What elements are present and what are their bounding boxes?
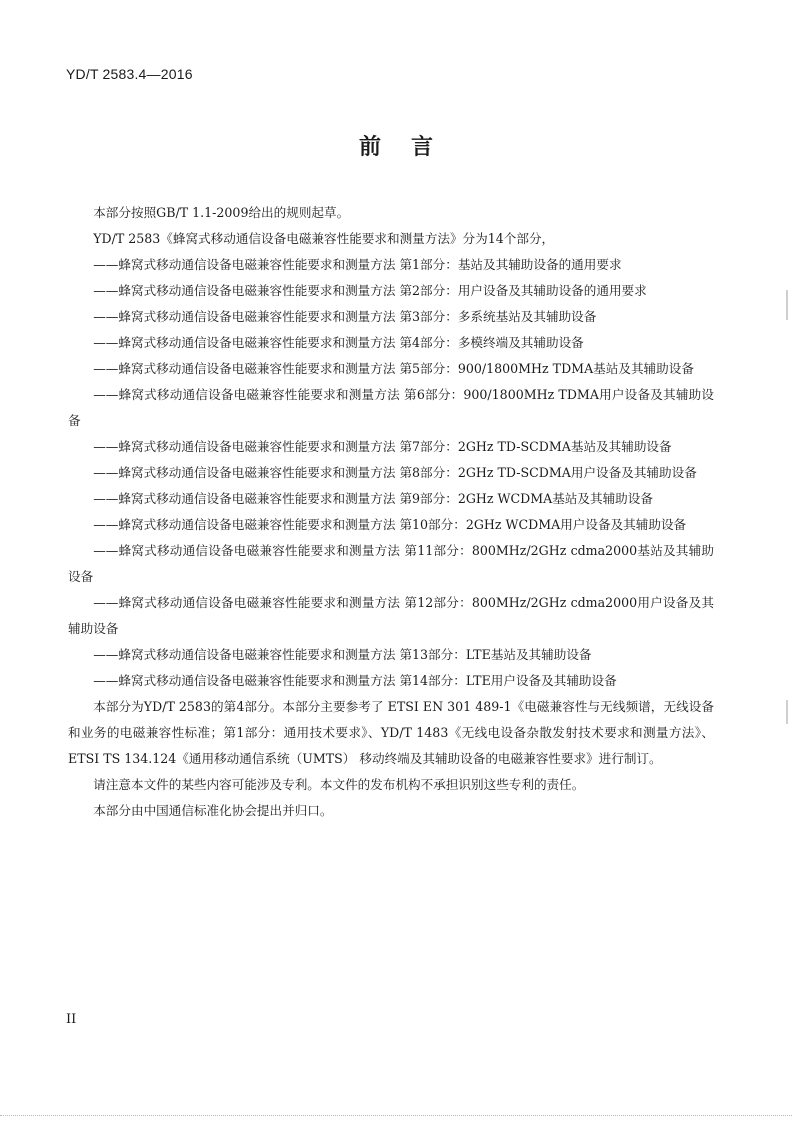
list-item-part-9: ——蜂窝式移动通信设备电磁兼容性能要求和测量方法 第9部分：2GHz WCDMA基站及其辅助设备 [93,491,653,506]
page-title: 前言 [358,135,463,160]
list-item-part-5: ——蜂窝式移动通信设备电磁兼容性能要求和测量方法 第5部分：900/1800MHz TDMA基站及其辅助设备 [93,361,694,376]
list-item-part-13: ——蜂窝式移动通信设备电磁兼容性能要求和测量方法 第13部分：LTE基站及其辅助设备 [93,647,592,662]
list-item-part-14: ——蜂窝式移动通信设备电磁兼容性能要求和测量方法 第14部分：LTE用户设备及其辅助设备 [93,673,617,688]
standard-code: YD/T 2583.4—2016 [66,66,193,82]
list-item-part-7: ——蜂窝式移动通信设备电磁兼容性能要求和测量方法 第7部分：2GHz TD-SCDMA基站及其辅助设备 [93,439,672,454]
scan-edge-mark [786,290,788,320]
list-item-part-2: ——蜂窝式移动通信设备电磁兼容性能要求和测量方法 第2部分：用户设备及其辅助设备的通用要求 [93,283,647,298]
page-bottom-rule [0,1115,792,1116]
list-item-part-3: ——蜂窝式移动通信设备电磁兼容性能要求和测量方法 第3部分：多系统基站及其辅助设备 [93,309,597,324]
paragraph-references: 本部分为YD/T 2583的第4部分。本部分主要参考了 ETSI EN 301 489-1《电磁兼容性与无线频谱，无线设备和业务的电磁兼容性标准；第1部分：通用技术要求》、YD/T 1483《无线电设备杂散发射技术要求和测量方法》、ETSI TS 134.124《通用移动通信系统（UMTS） 移动终端及其辅助设备的电磁兼容性要求》进行制订。 [68,699,714,766]
page-number: II [66,1012,77,1027]
scan-edge-mark [786,700,788,724]
list-item-part-11: ——蜂窝式移动通信设备电磁兼容性能要求和测量方法 第11部分：800MHz/2GHz cdma2000基站及其辅助设备 [68,543,714,584]
list-item-part-6: ——蜂窝式移动通信设备电磁兼容性能要求和测量方法 第6部分：900/1800MHz TDMA用户设备及其辅助设备 [68,387,714,428]
paragraph-series-intro: YD/T 2583《蜂窝式移动通信设备电磁兼容性能要求和测量方法》分为14个部分， [93,231,555,246]
paragraph-patent-notice: 请注意本文件的某些内容可能涉及专利。本文件的发布机构不承担识别这些专利的责任。 [93,777,585,792]
list-item-part-12: ——蜂窝式移动通信设备电磁兼容性能要求和测量方法 第12部分：800MHz/2GHz cdma2000用户设备及其辅助设备 [68,595,714,636]
list-item-part-10: ——蜂窝式移动通信设备电磁兼容性能要求和测量方法 第10部分：2GHz WCDMA用户设备及其辅助设备 [93,517,687,532]
list-item-part-1: ——蜂窝式移动通信设备电磁兼容性能要求和测量方法 第1部分：基站及其辅助设备的通用要求 [93,257,622,272]
paragraph-proposer: 本部分由中国通信标准化协会提出并归口。 [93,803,333,818]
list-item-part-4: ——蜂窝式移动通信设备电磁兼容性能要求和测量方法 第4部分：多模终端及其辅助设备 [93,335,584,350]
body-text [68,200,714,824]
paragraph-drafting-rules: 本部分按照GB/T 1.1-2009给出的规则起草。 [93,205,350,220]
list-item-part-8: ——蜂窝式移动通信设备电磁兼容性能要求和测量方法 第8部分：2GHz TD-SCDMA用户设备及其辅助设备 [93,465,697,480]
